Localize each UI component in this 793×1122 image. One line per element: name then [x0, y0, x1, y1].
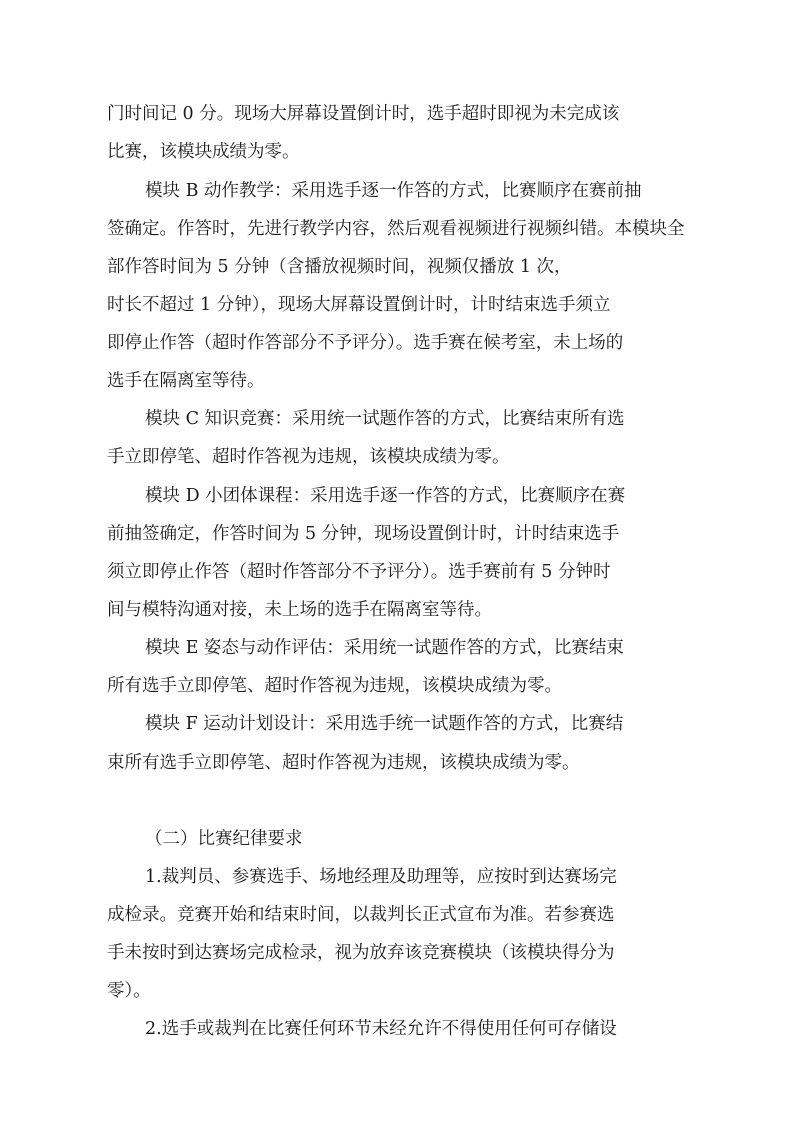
text-line: 比赛，该模块成绩为零。	[107, 142, 300, 162]
text-line: 1.裁判员、参赛选手、场地经理及助理等，应按时到达赛场完	[145, 867, 617, 887]
text-line: 零）。	[107, 981, 151, 1001]
text-line: 手未按时到达赛场完成检录，视为放弃该竞赛模块（该模块得分为	[107, 943, 615, 963]
text-line: 2.选手或裁判在比赛任何环节未经允许不得使用任何可存储设	[145, 1019, 617, 1039]
text-line: 间与模特沟通对接，未上场的选手在隔离室等待。	[107, 600, 492, 620]
text-line: 选手在隔离室等待。	[107, 371, 265, 391]
section-heading: （二）比赛纪律要求	[145, 829, 303, 849]
text-line: 所有选手立即停笔、超时作答视为违规，该模块成绩为零。	[107, 676, 562, 696]
text-line: 须立即停止作答（超时作答部分不予评分）。选手赛前有 5 分钟时	[107, 562, 611, 582]
text-line: 模块 E 姿态与动作评估：采用统一试题作答的方式，比赛结束	[145, 638, 624, 658]
text-line: 即停止作答（超时作答部分不予评分）。选手赛在候考室，未上场的	[107, 333, 624, 353]
text-line: 成检录。竞赛开始和结束时间，以裁判长正式宣布为准。若参赛选	[107, 905, 615, 925]
text-line: 部作答时间为 5 分钟（含播放视频时间，视频仅播放 1 次，	[107, 257, 572, 277]
text-line: 模块 C 知识竞赛：采用统一试题作答的方式，比赛结束所有选	[145, 409, 625, 429]
text-line: 签确定。作答时，先进行教学内容，然后观看视频进行视频纠错。本模块全	[107, 219, 685, 239]
text-line: 模块 D 小团体课程：采用选手逐一作答的方式，比赛顺序在赛	[145, 486, 626, 506]
text-line: 时长不超过 1 分钟），现场大屏幕设置倒计时，计时结束选手须立	[107, 295, 611, 315]
text-line: 手立即停笔、超时作答视为违规，该模块成绩为零。	[107, 447, 510, 467]
text-line: 门时间记 0 分。现场大屏幕设置倒计时，选手超时即视为未完成该	[107, 104, 620, 124]
text-line: 束所有选手立即停笔、超时作答视为违规，该模块成绩为零。	[107, 753, 580, 773]
text-line: 模块 F 运动计划设计：采用选手统一试题作答的方式，比赛结	[145, 714, 624, 734]
text-line: 模块 B 动作教学：采用选手逐一作答的方式，比赛顺序在赛前抽	[145, 181, 642, 201]
text-line: 前抽签确定，作答时间为 5 分钟，现场设置倒计时，计时结束选手	[107, 524, 620, 544]
